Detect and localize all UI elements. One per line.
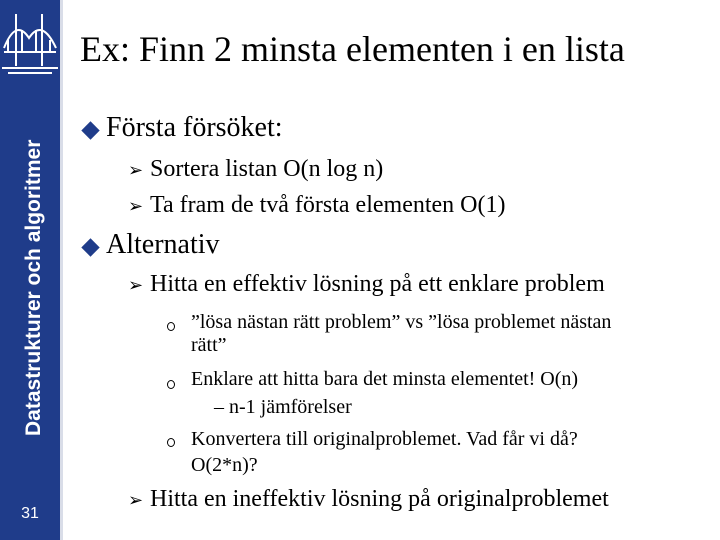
sidebar-divider	[60, 0, 63, 540]
sub-sub-bullet-text: Konvertera till originalproblemet. Vad får vi då?	[191, 428, 578, 450]
sub-bullet-text: Hitta en effektiv lösning på ett enklare problem	[150, 271, 605, 297]
arrow-bullet-icon: ➢	[128, 196, 144, 217]
arrow-bullet-icon: ➢	[128, 160, 144, 181]
slide-title: Ex: Finn 2 minsta elementen i en lista	[80, 29, 625, 69]
sub-sub-bullet-text: Enklare att hitta bara det minsta elementet! O(n)	[191, 368, 579, 390]
course-title: Datastrukturer och algoritmer	[22, 139, 45, 436]
bullet-label: Alternativ	[106, 229, 220, 260]
sub-sub-bullet-text-cont: O(2*n)?	[191, 454, 258, 476]
sub-sub-bullet-text-cont: – n-1 jämförelser	[214, 396, 352, 418]
circle-bullet-icon	[167, 438, 175, 447]
circle-bullet-icon	[167, 380, 175, 389]
sub-sub-bullet-text-cont: rätt”	[191, 334, 227, 356]
arrow-bullet-icon: ➢	[128, 275, 144, 296]
arrow-bullet-icon: ➢	[128, 490, 144, 511]
bullet-label: Första försöket:	[106, 112, 283, 143]
diamond-bullet-icon	[81, 121, 99, 139]
diamond-bullet-icon	[81, 238, 99, 256]
slide-number: 31	[21, 505, 39, 522]
circle-bullet-icon	[167, 322, 175, 331]
bridge-logo-icon	[2, 8, 58, 78]
sub-bullet-text: Ta fram de två första elementen O(1)	[150, 192, 506, 218]
sub-bullet-text: Hitta en ineffektiv lösning på originalproblemet	[150, 486, 609, 512]
sub-bullet-text: Sortera listan O(n log n)	[150, 156, 384, 182]
sub-sub-bullet-text: ”lösa nästan rätt problem” vs ”lösa problemet nästan	[191, 311, 612, 333]
